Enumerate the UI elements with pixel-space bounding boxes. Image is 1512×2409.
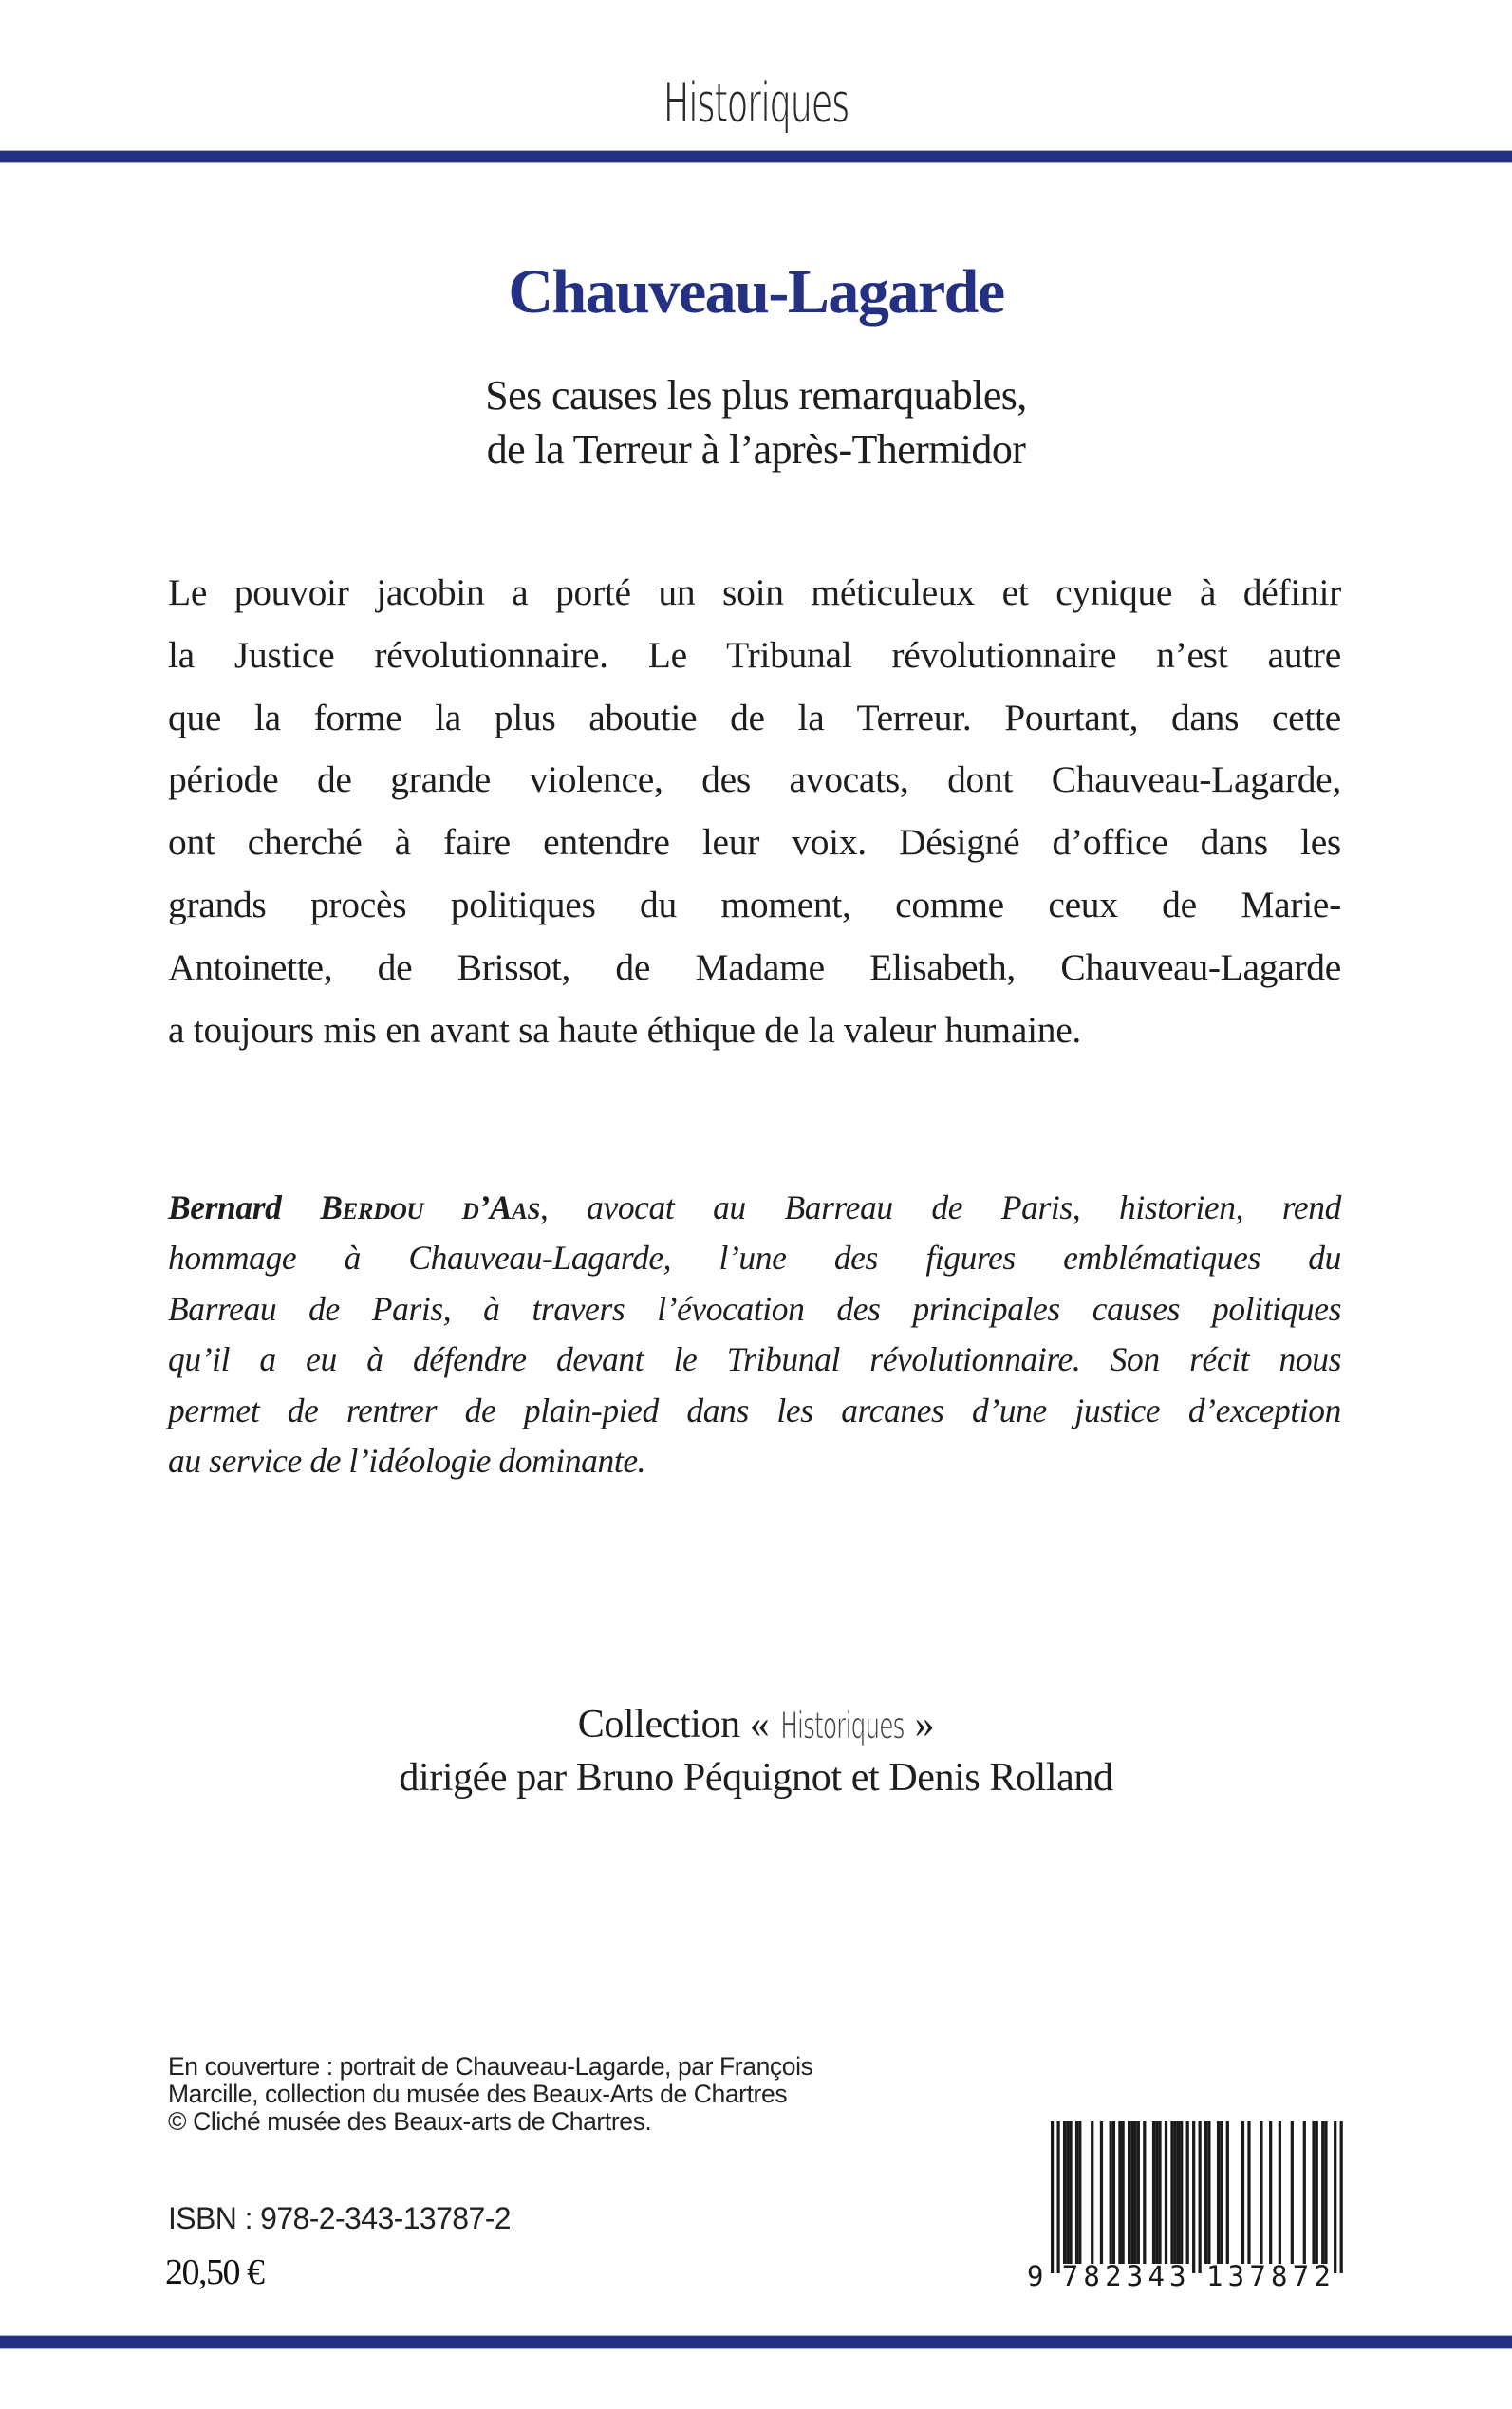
svg-text:8: 8 xyxy=(1271,2260,1288,2292)
book-title: Chauveau-Lagarde xyxy=(508,257,1004,327)
cover-credits xyxy=(168,2053,1022,2136)
svg-text:4: 4 xyxy=(1148,2260,1165,2292)
bio-line: au service de l’idéologie dominante. xyxy=(168,1442,646,1481)
summary-line: ont cherché à faire entendre leur voix. Désigné d’office dans les xyxy=(168,821,1341,864)
svg-text:3: 3 xyxy=(1227,2260,1245,2292)
svg-text:2: 2 xyxy=(1314,2260,1331,2292)
svg-text:1: 1 xyxy=(1206,2260,1223,2292)
svg-text:9: 9 xyxy=(1027,2260,1044,2292)
bio-line-text: , avocat au Barreau de Paris, historien, rend xyxy=(539,1188,1341,1226)
ean13-barcode-icon xyxy=(1025,2121,1348,2292)
summary-line: que la forme la plus aboutie de la Terreur. Pourtant, dans cette xyxy=(168,696,1341,738)
price-label: 20,50 € xyxy=(165,2252,264,2292)
series-logo-text: Historiques xyxy=(663,70,849,136)
credits-line: En couverture : portrait de Chauveau-Lagarde, par François xyxy=(168,2052,813,2081)
summary-line: a toujours mis en avant sa haute éthique de la valeur humaine. xyxy=(168,1008,1081,1051)
svg-text:2: 2 xyxy=(1105,2260,1122,2292)
summary-line: période de grande violence, des avocats, dont Chauveau-Lagarde, xyxy=(168,758,1341,801)
bio-line: hommage à Chauveau-Lagarde, l’une des figures emblématiques du xyxy=(168,1239,1341,1278)
collection-prefix: Collection « xyxy=(577,1703,770,1746)
svg-text:7: 7 xyxy=(1061,2260,1079,2292)
subtitle-line: de la Terreur à l’après-Thermidor xyxy=(486,426,1026,473)
bio-line: permet de rentrer de plain-pied dans les arcanes d’une justice d’exception xyxy=(168,1391,1341,1429)
collection-info xyxy=(0,1699,1512,1803)
isbn-number: ISBN : 978-2-343-13787-2 xyxy=(168,2201,511,2235)
collection-line xyxy=(0,1699,1512,1752)
summary-line: la Justice révolutionnaire. Le Tribunal révolutionnaire n’est autre xyxy=(168,633,1341,676)
collection-suffix: » xyxy=(914,1703,935,1746)
svg-text:3: 3 xyxy=(1126,2260,1144,2292)
summary-line: Antoinette, de Brissot, de Madame Elisabeth, Chauveau-Lagarde xyxy=(168,945,1341,988)
credits-line: © Cliché musée des Beaux-arts de Chartres. xyxy=(168,2107,652,2136)
svg-text:7: 7 xyxy=(1249,2260,1266,2292)
collection-directors: dirigée par Bruno Péquignot et Denis Rolland xyxy=(399,1756,1113,1800)
svg-text:7: 7 xyxy=(1292,2260,1310,2292)
book-subtitle xyxy=(0,368,1512,476)
svg-text:3: 3 xyxy=(1169,2260,1186,2292)
summary-paragraph xyxy=(168,562,1341,1061)
bio-line: Barreau de Paris, à travers l’évocation des principales causes politiques xyxy=(168,1289,1341,1328)
bio-line: qu’il a eu à défendre devant le Tribunal révolutionnaire. Son récit nous xyxy=(168,1340,1341,1379)
credits-line: Marcille, collection du musée des Beaux-Arts de Chartres xyxy=(168,2080,788,2108)
summary-line: Le pouvoir jacobin a porté un soin méticuleux et cynique à définir xyxy=(168,571,1341,613)
bottom-rule-divider xyxy=(0,2336,1512,2348)
author-last-name: Berdou d’Aas xyxy=(320,1188,540,1226)
subtitle-line: Ses causes les plus remarquables, xyxy=(485,372,1027,419)
author-bio-paragraph xyxy=(168,1183,1341,1486)
author-first-name: Bernard xyxy=(168,1188,282,1226)
series-logo xyxy=(0,63,1512,148)
collection-series-name: Historiques xyxy=(779,1705,905,1748)
top-rule-divider xyxy=(0,151,1512,162)
bio-line xyxy=(168,1183,1341,1233)
svg-text:8: 8 xyxy=(1083,2260,1100,2292)
summary-line: grands procès politiques du moment, comme ceux de Marie- xyxy=(168,883,1341,925)
